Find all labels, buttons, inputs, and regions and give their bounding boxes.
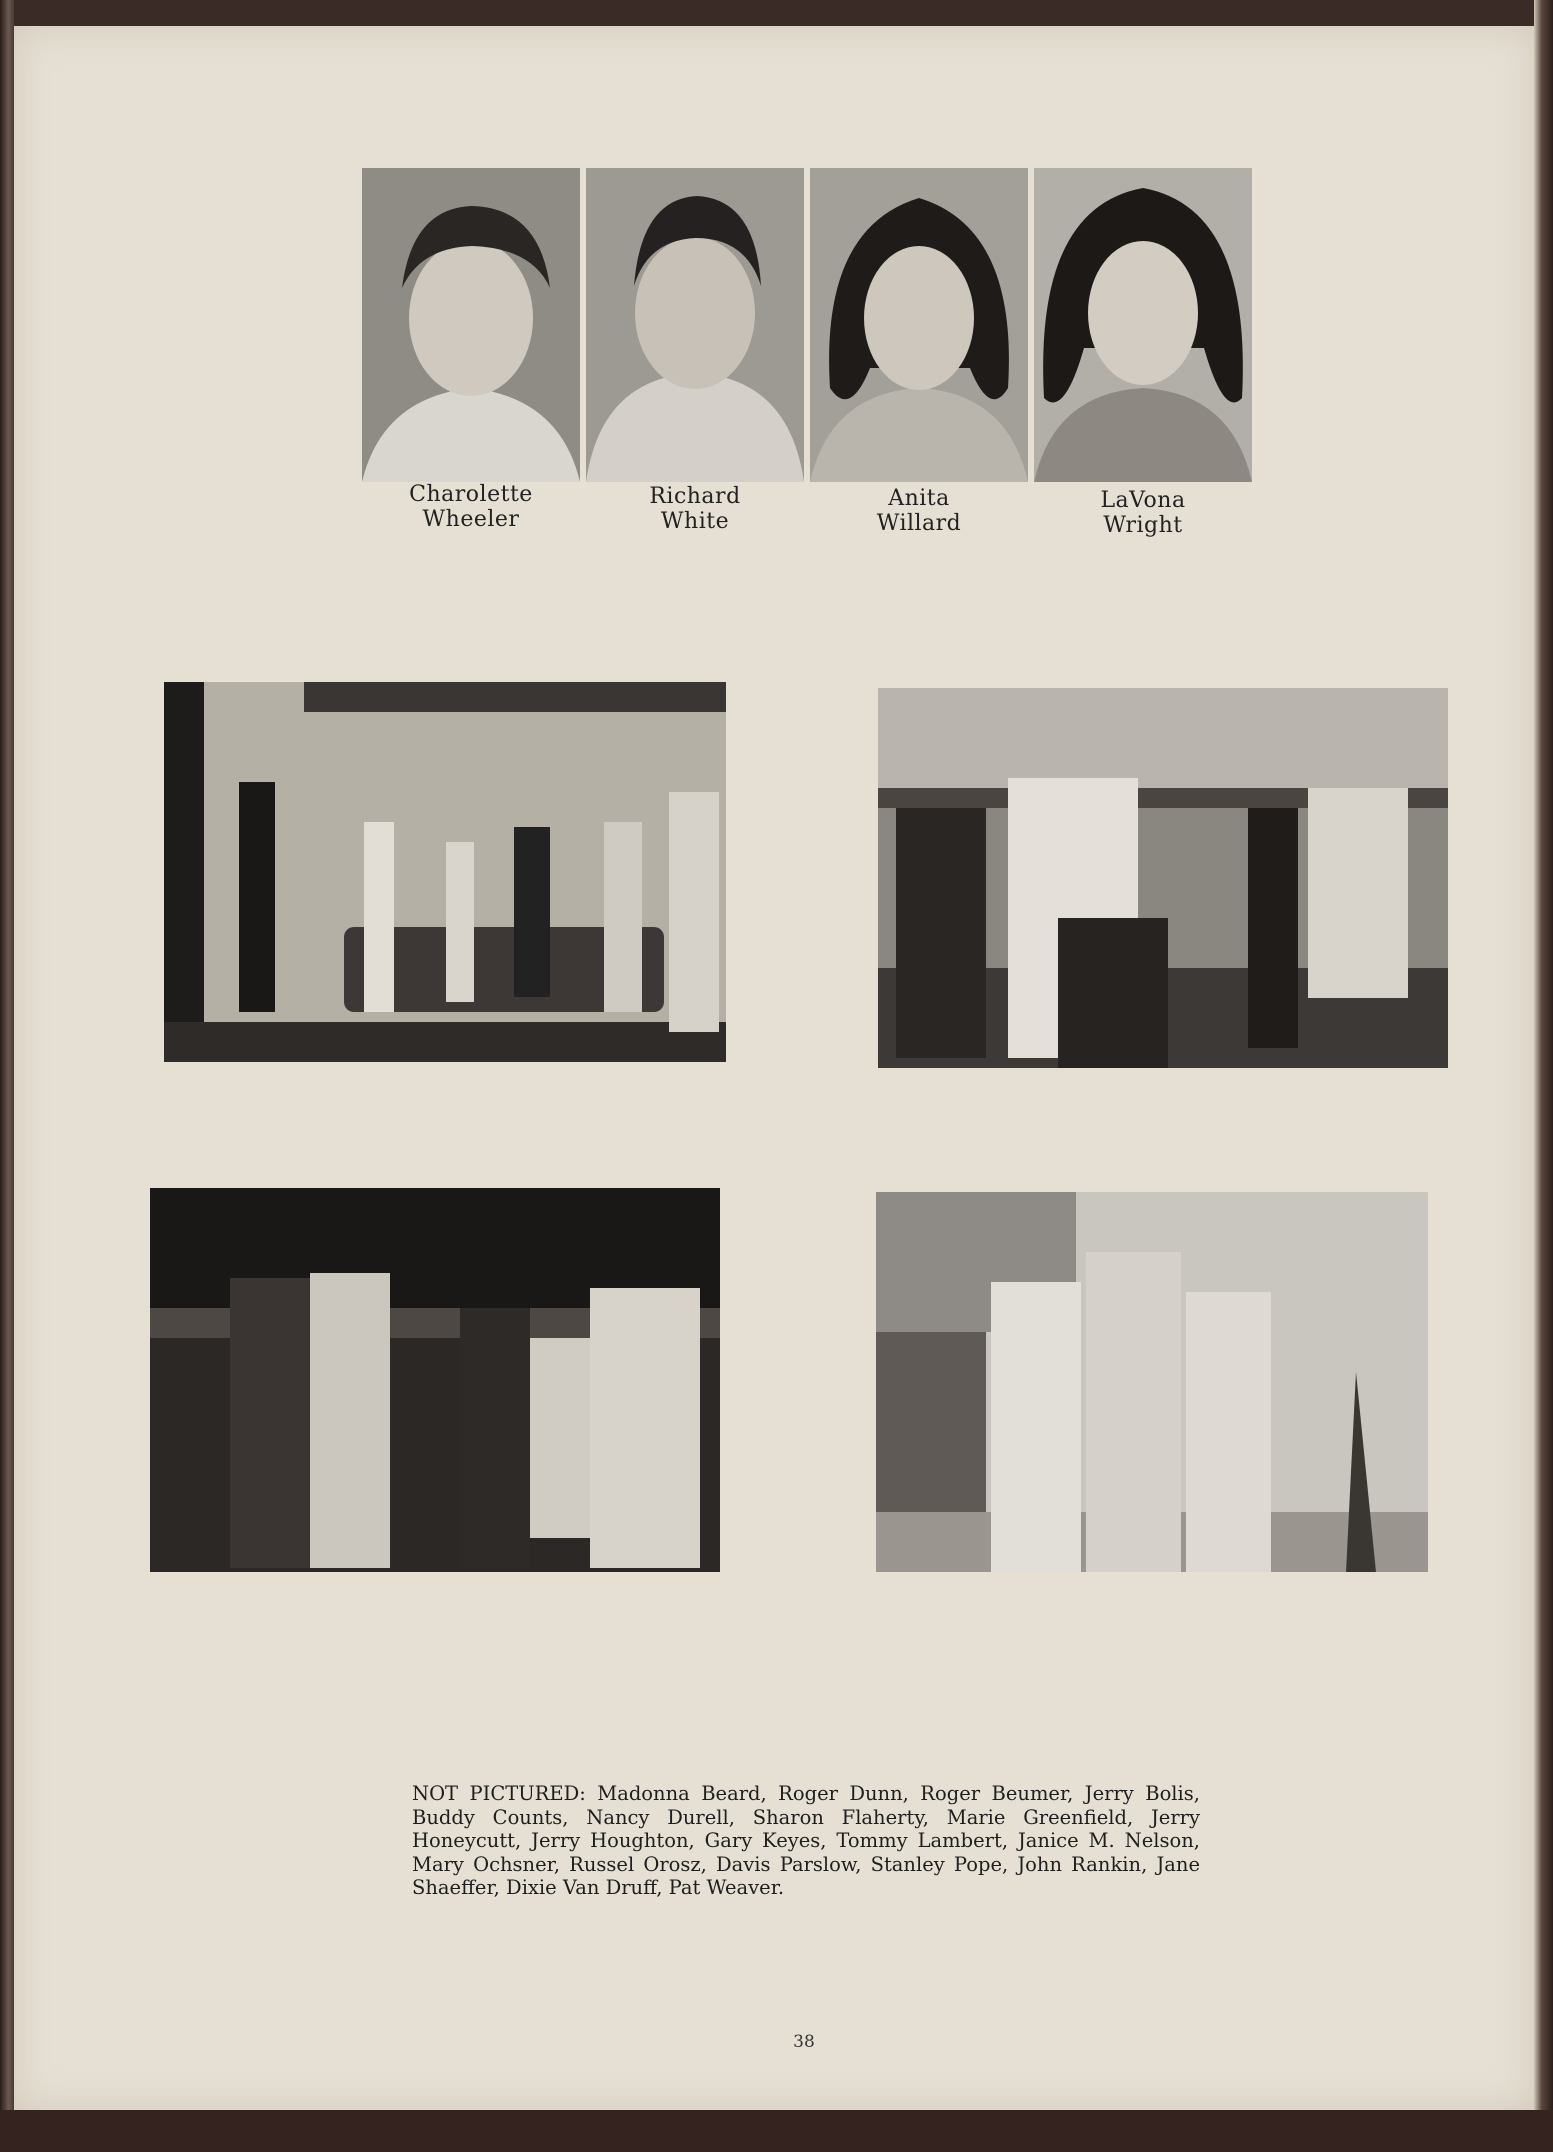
first-name: Richard: [649, 484, 741, 509]
last-name: Wheeler: [422, 507, 520, 532]
portrait-photo-4: [1034, 168, 1252, 482]
binding-left: [0, 0, 14, 2152]
page-number: 38: [793, 2032, 815, 2052]
portrait-photo-3: [810, 168, 1028, 482]
snapshot-dance-hall: [878, 688, 1448, 1068]
last-name: White: [660, 509, 730, 534]
binding-bottom: [0, 2110, 1553, 2152]
last-name: Willard: [876, 511, 962, 536]
first-name: Anita: [888, 486, 950, 511]
portrait-photo-2: [586, 168, 804, 482]
portrait-name-2: [586, 484, 804, 534]
portrait-name-4: [1034, 488, 1252, 538]
snapshot-stage-play: [164, 682, 726, 1062]
first-name: LaVona: [1100, 488, 1186, 513]
yearbook-page: [14, 26, 1534, 2110]
portrait-name-1: [362, 482, 580, 532]
first-name: Charolette: [409, 482, 533, 507]
binding-top: [0, 0, 1553, 26]
snapshot-dance-crowd: [150, 1188, 720, 1572]
binding-right: [1534, 0, 1553, 2152]
portrait-photo-1: [362, 168, 580, 482]
last-name: Wright: [1103, 513, 1183, 538]
not-pictured-list: NOT PICTURED: Madonna Beard, Roger Dunn, Roger Beumer, Jerry Bolis, Buddy Counts, Nancy Durell, Sharon Flaherty, Marie Greenfield, Jerry Honeycutt, Jerry Houghton, Gary Keyes, Tommy Lambert, Janice M. Nelson, Mary Ochsner, Russel Orosz, Davis Parslow, Stanley Pope, John Rankin, Jane Shaeffer, Dixie Van Druff, Pat Weaver.: [412, 1782, 1200, 1899]
snapshot-outdoor-trio: [876, 1192, 1428, 1572]
portrait-name-3: [810, 486, 1028, 536]
